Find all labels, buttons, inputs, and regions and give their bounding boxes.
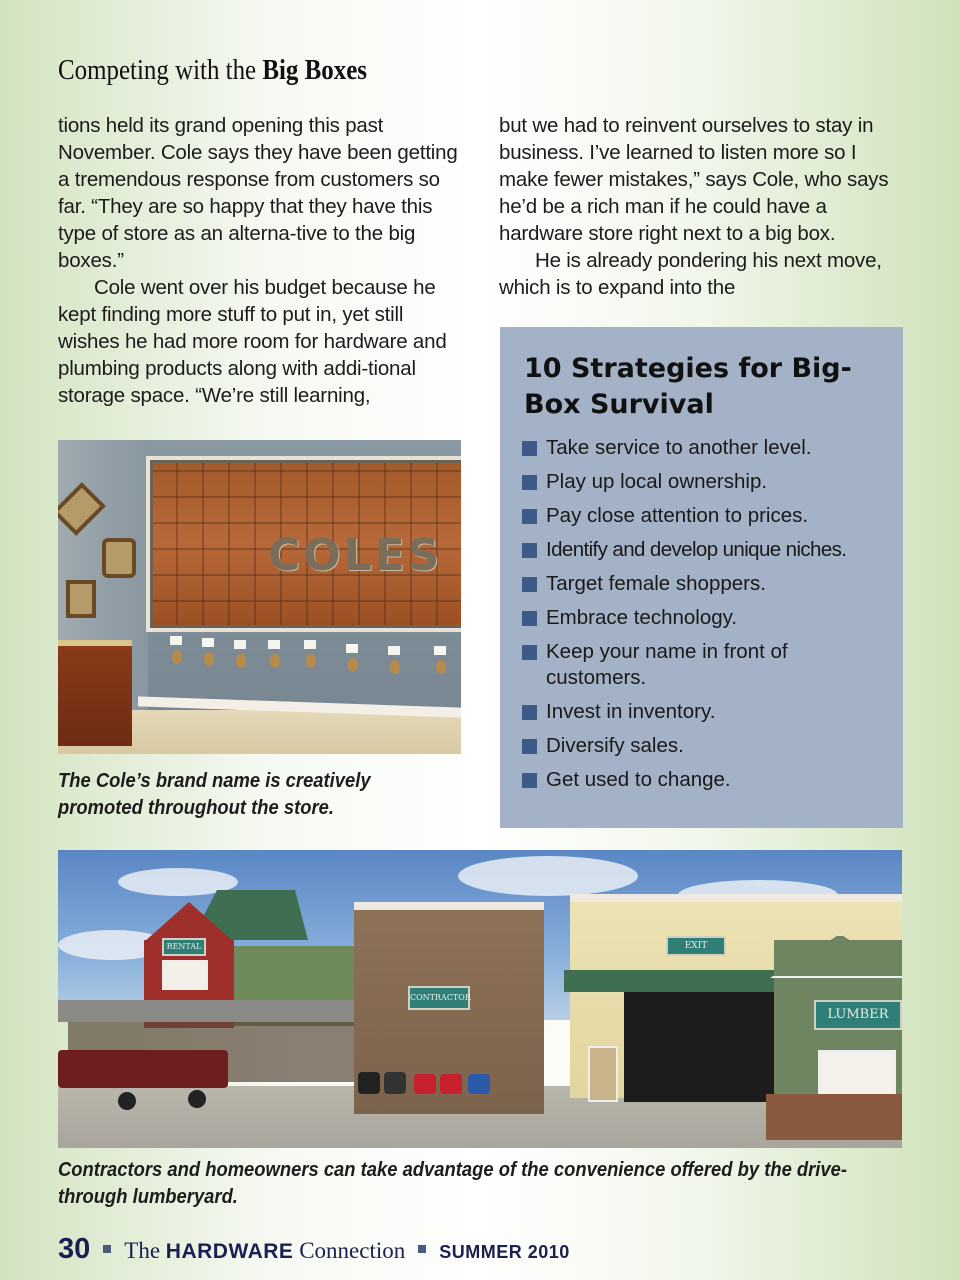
list-item-text: Target female shoppers. bbox=[546, 572, 766, 595]
canopy-roof bbox=[58, 1000, 368, 1022]
price-tag bbox=[234, 640, 246, 649]
wheelbarrow bbox=[358, 1072, 380, 1094]
price-tag bbox=[434, 646, 446, 655]
list-item bbox=[522, 503, 892, 529]
article-column-right bbox=[499, 112, 909, 301]
exit-sign: EXIT bbox=[666, 936, 726, 956]
article-paragraph: tions held its grand opening this past November. Cole says they have been getting a tremendous response from customers so far. “They are so happy that they have this type of store as an alterna-tive to the big boxes.” bbox=[58, 114, 458, 272]
valve-fixture bbox=[390, 660, 400, 674]
valve-fixture bbox=[172, 650, 182, 664]
publication-bold: HARDWARE bbox=[165, 1240, 294, 1263]
price-tag bbox=[170, 636, 182, 645]
list-item bbox=[522, 639, 816, 691]
valve-fixture bbox=[236, 654, 246, 668]
list-item-text: Diversify sales. bbox=[546, 734, 684, 757]
header-prefix: Competing with the bbox=[58, 54, 257, 86]
price-tag bbox=[346, 644, 358, 653]
bullet-square-icon bbox=[522, 611, 537, 626]
wall-logo: COLES bbox=[268, 530, 443, 581]
showroom-photo bbox=[58, 440, 461, 754]
photo-caption: Contractors and homeowners can take advantage of the convenience offered by the drive-through lumberyard. bbox=[58, 1159, 848, 1208]
publication-suffix: Connection bbox=[299, 1238, 406, 1263]
wheelbarrow bbox=[414, 1074, 436, 1094]
article-paragraph: but we had to reinvent ourselves to stay in business. I’ve learned to listen more so I make fewer mistakes,” says Cole, who says he’d be a rich man if he could have a hardware store right next to a big box. bbox=[499, 114, 889, 245]
price-tag bbox=[202, 638, 214, 647]
price-tag bbox=[304, 640, 316, 649]
price-tag bbox=[268, 640, 280, 649]
bullet-square-icon bbox=[522, 739, 537, 754]
strategies-list bbox=[522, 435, 892, 801]
price-tag bbox=[388, 646, 400, 655]
article-column-left bbox=[58, 112, 468, 409]
valve-fixture bbox=[204, 652, 214, 666]
page-footer bbox=[58, 1233, 570, 1266]
bullet-square-icon bbox=[522, 509, 537, 524]
list-item-text: Invest in inventory. bbox=[546, 700, 716, 723]
valve-fixture bbox=[436, 660, 446, 674]
window bbox=[162, 960, 208, 990]
bullet-square-icon bbox=[522, 577, 537, 592]
bullet-square-icon bbox=[522, 645, 537, 660]
list-item-text: Play up local ownership. bbox=[546, 470, 768, 493]
side-door bbox=[588, 1046, 618, 1102]
article-paragraph: He is already pondering his next move, which is to expand into the bbox=[499, 249, 882, 299]
list-item bbox=[522, 767, 892, 793]
header-emphasis: Big Boxes bbox=[262, 54, 367, 86]
page-number: 30 bbox=[58, 1233, 91, 1265]
valve-fixture bbox=[348, 658, 358, 672]
contractor-sign: CONTRACTOR bbox=[408, 986, 470, 1010]
running-header bbox=[58, 54, 367, 87]
list-item bbox=[522, 571, 892, 597]
vanity-cabinet bbox=[58, 640, 132, 746]
photo-caption: The Cole’s brand name is creatively promoted throughout the store. bbox=[58, 770, 371, 819]
green-awning bbox=[564, 970, 784, 992]
publication-prefix: The bbox=[124, 1238, 161, 1263]
list-item bbox=[522, 469, 892, 495]
bullet-square-icon bbox=[522, 773, 537, 788]
list-item-text: Take service to another level. bbox=[546, 436, 812, 459]
bullet-square-icon bbox=[522, 705, 537, 720]
list-item-text: Identify and develop unique niches. bbox=[546, 538, 847, 561]
rental-sign: RENTAL bbox=[162, 938, 206, 956]
separator-square-icon bbox=[418, 1245, 426, 1253]
list-item-text: Get used to change. bbox=[546, 768, 731, 791]
issue-date: SUMMER 2010 bbox=[439, 1242, 570, 1262]
store-exterior-photo bbox=[58, 850, 902, 1148]
bullet-square-icon bbox=[522, 441, 537, 456]
sidebar-title: 10 Strategies for Big-Box Survival bbox=[524, 353, 852, 420]
bullet-square-icon bbox=[522, 543, 537, 558]
pickup-truck bbox=[58, 1050, 228, 1088]
list-item bbox=[522, 605, 892, 631]
mirror-decor bbox=[102, 538, 136, 578]
list-item-text: Keep your name in front of customers. bbox=[546, 640, 788, 689]
cloud bbox=[458, 856, 638, 896]
list-item bbox=[522, 435, 892, 461]
list-item-text: Embrace technology. bbox=[546, 606, 738, 629]
lumber-sign: LUMBER bbox=[814, 1000, 902, 1030]
strategies-sidebar bbox=[500, 327, 903, 828]
drive-through-opening bbox=[624, 992, 774, 1102]
article-paragraph: Cole went over his budget because he kept finding more stuff to put in, yet still wishes he had more room for hardware and plumbing products along with addi-tional storage space. “We’re still learning, bbox=[58, 276, 447, 407]
valve-fixture bbox=[270, 654, 280, 668]
valve-fixture bbox=[306, 654, 316, 668]
truck-wheel bbox=[188, 1090, 206, 1108]
list-item bbox=[522, 699, 892, 725]
list-item bbox=[522, 537, 892, 563]
wheelbarrow bbox=[468, 1074, 490, 1094]
mirror-decor bbox=[66, 580, 96, 618]
publication-name bbox=[124, 1238, 405, 1264]
wheelbarrow bbox=[384, 1072, 406, 1094]
tile-shower-display bbox=[146, 456, 461, 632]
truck-wheel bbox=[118, 1092, 136, 1110]
wheelbarrow bbox=[440, 1074, 462, 1094]
brick-base bbox=[766, 1094, 902, 1140]
list-item-text: Pay close attention to prices. bbox=[546, 504, 809, 527]
list-item bbox=[522, 733, 892, 759]
separator-square-icon bbox=[103, 1245, 111, 1253]
bullet-square-icon bbox=[522, 475, 537, 490]
